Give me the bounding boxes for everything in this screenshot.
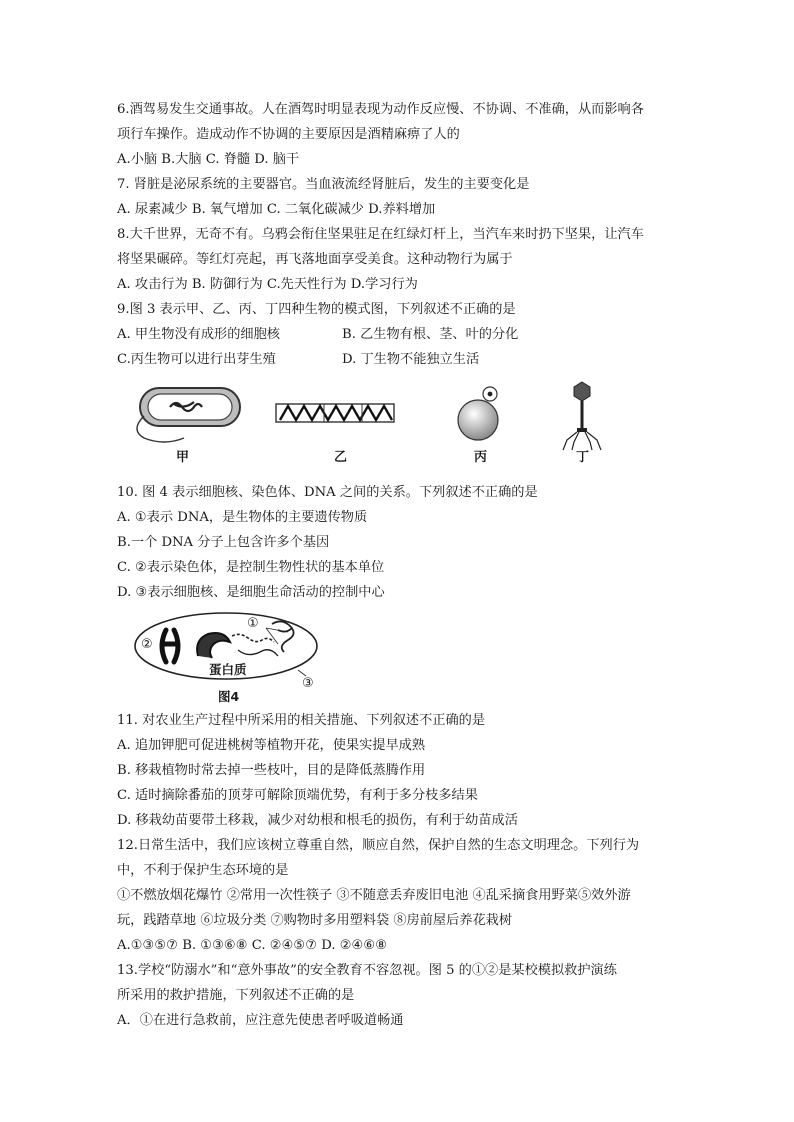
- q12-stem-line1: 12.日常生活中，我们应该树立尊重自然，顺应自然，保护自然的生态文明理念。下列行为: [117, 838, 640, 853]
- q10-option-b: B.一个 DNA 分子上包含许多个基因: [117, 535, 330, 550]
- figure4-marker-3: ③: [302, 676, 314, 691]
- q10-option-c: C. ②表示染色体，是控制生物性状的基本单位: [117, 560, 385, 575]
- bacteriophage-illustration: [563, 382, 601, 450]
- q9-option-a: A. 甲生物没有成形的细胞核: [117, 327, 280, 342]
- q9-option-d: D. 丁生物不能独立生活: [342, 352, 480, 367]
- q11-option-a: A. 追加钾肥可促进桃树等植物开花，使果实提早成熟: [117, 738, 426, 753]
- figure4-marker-1: ①: [247, 616, 259, 631]
- spirogyra-illustration: [276, 404, 394, 422]
- q6-options: A.小脑 B.大脑 C. 脊髓 D. 脑干: [117, 152, 300, 167]
- figure4-marker-2: ②: [141, 637, 153, 652]
- q12-stem-line2: 中，不利于保护生态环境的是: [117, 863, 289, 878]
- q11-option-b: B. 移栽植物时常去掉一些枝叶，目的是降低蒸腾作用: [117, 763, 426, 778]
- q7-options: A. 尿素减少 B. 氧气增加 C. 二氧化碳减少 D.养料增加: [117, 202, 436, 217]
- yeast-illustration: [458, 387, 498, 440]
- q13-stem-line1: 13.学校“防溺水”和“意外事故”的安全教育不容忽视。图 5 的①②是某校模拟救护演练: [117, 963, 617, 978]
- q8-options: A. 攻击行为 B. 防御行为 C.先天性行为 D.学习行为: [117, 277, 418, 292]
- q11-stem: 11. 对农业生产过程中所采用的相关措施、下列叙述不正确的是: [117, 713, 486, 728]
- figure3-label-bing: 丙: [474, 450, 488, 465]
- q8-stem-line2: 将坚果碾碎。等红灯亮起，再飞落地面享受美食。这种动物行为属于: [117, 252, 513, 267]
- figure3-label-ding: 丁: [576, 450, 590, 465]
- q9-stem: 9.图 3 表示甲、乙、丙、丁四种生物的模式图，下列叙述不正确的是: [117, 302, 516, 317]
- q11-option-d: D. 移栽幼苗要带土移栽，减少对幼根和根毛的损伤，有利于幼苗成活: [117, 813, 518, 828]
- figure3-organisms: [130, 380, 650, 470]
- figure3-label-yi: 乙: [334, 450, 348, 465]
- q7-stem: 7. 肾脏是泌尿系统的主要器官。当血液流经肾脏后，发生的主要变化是: [117, 177, 530, 192]
- q12-options: A.①③⑤⑦ B. ①③⑥⑧ C. ②④⑤⑦ D. ②④⑥⑧: [117, 938, 388, 953]
- q8-stem-line1: 8.大千世界，无奇不有。乌鸦会衔住坚果驻足在红绿灯杆上，当汽车来时扔下坚果，让汽车: [117, 227, 644, 242]
- q10-option-d: D. ③表示细胞核、是细胞生命活动的控制中心: [117, 585, 385, 600]
- q9-option-b: B. 乙生物有根、茎、叶的分化: [342, 327, 519, 342]
- q13-stem-line2: 所采用的救护措施，下列叙述不正确的是: [117, 988, 355, 1003]
- q10-option-a: A. ①表示 DNA，是生物体的主要遗传物质: [117, 510, 368, 525]
- q9-option-c: C.丙生物可以进行出芽生殖: [117, 352, 276, 367]
- q10-stem: 10. 图 4 表示细胞核、染色体、DNA 之间的关系。下列叙述不正确的是: [117, 485, 538, 500]
- q6-stem-line1: 6.酒驾易发生交通事故。人在酒驾时明显表现为动作反应慢、不协调、不准确，从而影响各: [117, 102, 644, 117]
- figure4-caption: 图4: [218, 689, 240, 704]
- q12-items-line1: ①不燃放烟花爆竹 ②常用一次性筷子 ③不随意丢弃废旧电池 ④乱采摘食用野菜⑤效外游: [117, 888, 631, 903]
- figure4-protein-label: 蛋白质: [209, 662, 247, 677]
- q6-stem-line2: 项行车操作。造成动作不协调的主要原因是酒精麻痹了人的: [117, 127, 460, 142]
- figure3-label-jia: 甲: [176, 450, 190, 465]
- q13-option-a: A．①在进行急救前，应注意先使患者呼吸道畅通: [117, 1013, 404, 1028]
- bacterium-illustration: [137, 388, 240, 442]
- q12-items-line2: 玩，践踏草地 ⑥垃圾分类 ⑦购物时多用塑料袋 ⑧房前屋后养花栽树: [117, 913, 513, 928]
- q11-option-c: C. 适时摘除番茄的顶芽可解除顶端优势，有利于多分枝多结果: [117, 788, 478, 803]
